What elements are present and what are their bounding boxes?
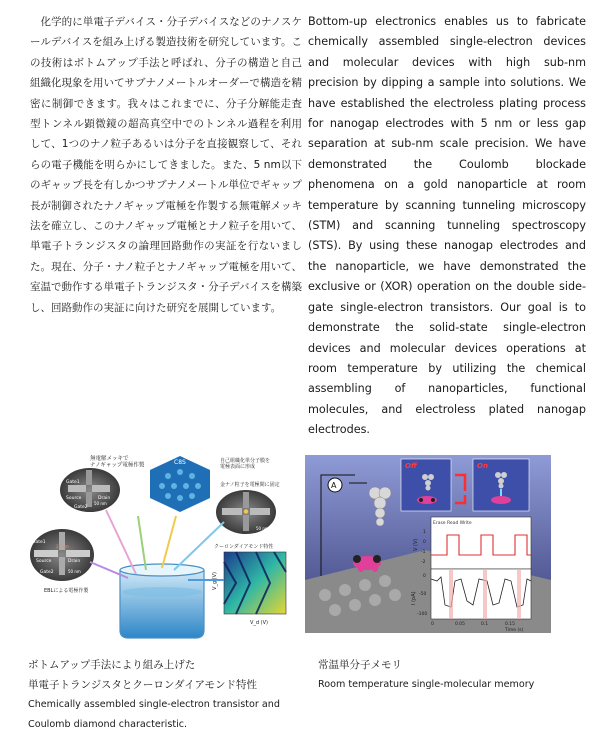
svg-text:0.15: 0.15 <box>505 622 516 627</box>
memory-illustration <box>305 455 551 633</box>
svg-text:Gate2: Gate2 <box>40 570 54 575</box>
svg-text:-2: -2 <box>421 560 426 565</box>
svg-text:0: 0 <box>423 574 426 579</box>
tem-image-ebl <box>30 529 94 581</box>
svg-text:Drain: Drain <box>98 496 111 501</box>
transistor-illustration <box>28 452 296 642</box>
tem-image-nanoparticle <box>216 490 276 534</box>
coulomb-diamond-plot <box>212 552 286 626</box>
ammeter-label: A <box>331 481 337 490</box>
label-sam: 自己組織化単分子膜を電極表面に形成 <box>220 458 271 470</box>
svg-text:0.1: 0.1 <box>481 622 489 627</box>
japanese-paragraph: 化学的に単電子デバイス・分子デバイスなどのナノスケールデバイスを組み上げる製造技術を研究しています。この技術はボトムアップ手法と呼ばれ、分子の構造と自己組織化現象を用いてサブナノメートルオーダーで構造を精密に制御できます。我々はこれまでに、分子分解能走査型トンネル顕微鏡の超高真空中でのトンネル過程を利用して、1つのナノ粒子あるいは分子を直接観察して、それらの電子機能を明らかにしてきました。また、5 nm以下のギャップ長を有しかつサブナノメートル単位でギャップ長が制御されたナノギャップ電極を作製する無電解メッキ法を確立し、このナノギャップ電極とナノ粒子を用いて、単電子トランジスタの論理回路動作の実証を行ないました。現在、分子・ナノ粒子とナノギャップ電極を用いて、室温で動作する単電子トランジスタ・分子デバイスを構築し、回路動作の実証に向けた研究を展開しています。 <box>30 16 302 314</box>
svg-text:Gate2: Gate2 <box>74 505 88 510</box>
caption-left-jp-line1: ボトムアップ手法により組み上げた <box>28 659 196 671</box>
svg-text:-50: -50 <box>419 592 427 597</box>
svg-text:Gate1: Gate1 <box>32 540 46 545</box>
molecule-c8s-image <box>150 456 210 512</box>
svg-text:-100: -100 <box>417 612 428 617</box>
svg-text:Time (s): Time (s) <box>505 628 524 633</box>
label-ebl: EBLによる電極作製 <box>44 588 89 594</box>
svg-text:Erase Read Write: Erase Read Write <box>433 521 472 526</box>
svg-text:I (pA): I (pA) <box>411 591 417 605</box>
svg-text:0.05: 0.05 <box>455 622 466 627</box>
off-panel <box>401 459 451 511</box>
beaker-illustration <box>120 564 204 638</box>
caption-left <box>28 655 318 735</box>
label-nanoparticle: 金ナノ粒子を電極間に固定 <box>220 482 280 488</box>
caption-right-en: Room temperature single-molecular memory <box>318 679 535 690</box>
svg-text:21 nm: 21 nm <box>56 544 69 549</box>
svg-text:Source: Source <box>36 559 52 564</box>
svg-text:Drain: Drain <box>68 559 81 564</box>
caption-right <box>318 655 578 695</box>
svg-text:50 nm: 50 nm <box>94 501 107 506</box>
svg-text:Off: Off <box>405 462 417 470</box>
tem-image-plated <box>60 468 120 512</box>
svg-text:V (V): V (V) <box>413 538 419 551</box>
label-plating: 無電解メッキでナノギャップ電極作製 <box>90 456 145 469</box>
svg-text:-1: -1 <box>421 550 426 555</box>
svg-text:50 nm: 50 nm <box>68 569 81 574</box>
svg-text:1: 1 <box>423 530 426 535</box>
svg-text:Gate1: Gate1 <box>66 480 80 485</box>
label-coulomb: クーロンダイアモンド特性 <box>214 544 274 550</box>
svg-text:50 nm: 50 nm <box>256 526 269 531</box>
caption-left-en: Chemically assembled single-electron transistor and Coulomb diamond characteristic. <box>28 699 280 730</box>
figure-single-molecular-memory <box>305 455 551 633</box>
svg-text:V_d (V): V_d (V) <box>250 620 269 626</box>
caption-right-jp: 常温単分子メモリ <box>318 659 402 671</box>
english-paragraph: Bottom-up electronics enables us to fabricate chemically assembled single-electron devices and molecular devices with high sub-nm precision by dipping a sample into solutions. We have established the electroless plating process for nanogap electrodes with 5 nm or less gap separation at sub-nm scale precision. We have demonstrated the Coulomb blockade phenomena on a gold nanoparticle at room temperature by scanning tunneling microscopy (STM) and scanning tunneling spectroscopy (STS). By using these nanogap electrodes and the nanoparticle, we have demonstrated the exclusive or (XOR) operation on the double side-gate single-electron transistors. Our goal is to demonstrate the solid-state single-electron devices and molecular devices operations at room temperature by utilizing the chemical assembling of nanoparticles, functional molecules, and electroless plated nanogap electrodes. <box>308 15 586 437</box>
svg-text:On: On <box>477 462 488 470</box>
voltage-plot <box>413 517 531 569</box>
svg-text:V_g (V): V_g (V) <box>212 571 218 590</box>
caption-left-jp-line2: 単電子トランジスタとクーロンダイアモンド特性 <box>28 679 258 691</box>
svg-text:C8S: C8S <box>174 459 186 466</box>
figure-single-electron-transistor <box>28 452 296 642</box>
svg-text:0: 0 <box>423 540 426 545</box>
svg-text:0: 0 <box>431 622 434 627</box>
on-panel <box>473 459 529 511</box>
svg-text:Source: Source <box>66 496 82 501</box>
